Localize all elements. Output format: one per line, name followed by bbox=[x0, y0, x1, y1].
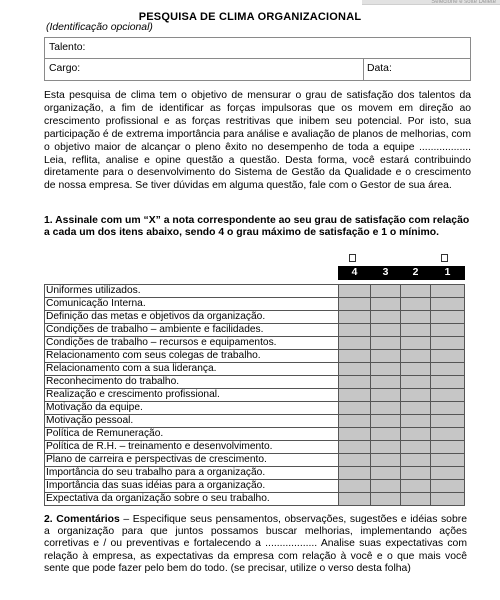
rating-cell-3[interactable] bbox=[371, 467, 401, 480]
top-strip: Selecione e solte Delete bbox=[362, 0, 500, 5]
rating-cell-2[interactable] bbox=[401, 324, 431, 337]
talento-field-label: Talento: bbox=[49, 42, 86, 53]
checkbox-1[interactable] bbox=[441, 254, 448, 262]
rating-cell-4[interactable] bbox=[339, 311, 371, 324]
rating-cell-4[interactable] bbox=[339, 376, 371, 389]
question-1: 1. Assinale com um “X” a nota correspondente ao seu grau de satisfação com relação a cada um dos itens abaixo, sendo 4 o grau máximo de satisfação e 1 o mínimo. bbox=[44, 215, 470, 239]
rating-cell-2[interactable] bbox=[401, 363, 431, 376]
rating-cell-3[interactable] bbox=[371, 363, 401, 376]
rating-cell-2[interactable] bbox=[401, 454, 431, 467]
rating-cell-1[interactable] bbox=[431, 428, 465, 441]
rating-cell-3[interactable] bbox=[371, 337, 401, 350]
item-label: Plano de carreira e perspectivas de crescimento. bbox=[45, 454, 339, 467]
scale-header-2: 2 bbox=[401, 267, 431, 280]
rating-cell-3[interactable] bbox=[371, 389, 401, 402]
item-label: Reconhecimento do trabalho. bbox=[45, 376, 339, 389]
item-label: Condições de trabalho – ambiente e facilidades. bbox=[45, 324, 339, 337]
rating-cell-4[interactable] bbox=[339, 441, 371, 454]
rating-cell-3[interactable] bbox=[371, 350, 401, 363]
item-label: Definição das metas e objetivos da organização. bbox=[45, 311, 339, 324]
item-label: Uniformes utilizados. bbox=[45, 285, 339, 298]
rating-cell-2[interactable] bbox=[401, 402, 431, 415]
rating-cell-3[interactable] bbox=[371, 311, 401, 324]
rating-cell-2[interactable] bbox=[401, 428, 431, 441]
rating-cell-2[interactable] bbox=[401, 493, 431, 506]
item-label: Importância do seu trabalho para a organização. bbox=[45, 467, 339, 480]
rating-cell-2[interactable] bbox=[401, 298, 431, 311]
table-row bbox=[45, 428, 465, 441]
rating-cell-4[interactable] bbox=[339, 298, 371, 311]
rating-cell-1[interactable] bbox=[431, 493, 465, 506]
table-row bbox=[45, 350, 465, 363]
rating-cell-4[interactable] bbox=[339, 454, 371, 467]
field-divider bbox=[363, 59, 364, 80]
rating-cell-3[interactable] bbox=[371, 415, 401, 428]
table-row bbox=[45, 285, 465, 298]
rating-cell-2[interactable] bbox=[401, 337, 431, 350]
rating-cell-2[interactable] bbox=[401, 415, 431, 428]
rating-cell-2[interactable] bbox=[401, 441, 431, 454]
table-row bbox=[45, 480, 465, 493]
item-label: Motivação pessoal. bbox=[45, 415, 339, 428]
item-label: Política de Remuneração. bbox=[45, 428, 339, 441]
question-2-text: – Especifique seus pensamentos, observações, sugestões e idéias sobre a organização para que juntos possamos buscar melhorias, implementando ações corretivas e / ou preventivas e fortalecendo a .................. Analise suas expectativas com relação à empresa, as expectativas da empresa com relação à você e o que mais você sente que pode fazer pelo bem do todo. (se precisar, utilize o verso desta folha) bbox=[44, 514, 467, 574]
item-label: Realização e crescimento profissional. bbox=[45, 389, 339, 402]
item-label: Comunicação Interna. bbox=[45, 298, 339, 311]
rating-cell-1[interactable] bbox=[431, 298, 465, 311]
rating-cell-3[interactable] bbox=[371, 454, 401, 467]
table-row bbox=[45, 454, 465, 467]
table-row bbox=[45, 376, 465, 389]
header-spacer bbox=[45, 267, 339, 280]
rating-cell-1[interactable] bbox=[431, 467, 465, 480]
table-row bbox=[45, 324, 465, 337]
rating-cell-3[interactable] bbox=[371, 376, 401, 389]
rating-cell-4[interactable] bbox=[339, 402, 371, 415]
rating-cell-4[interactable] bbox=[339, 285, 371, 298]
rating-cell-3[interactable] bbox=[371, 324, 401, 337]
data-field-label: Data: bbox=[367, 63, 392, 74]
rating-cell-4[interactable] bbox=[339, 467, 371, 480]
rating-cell-2[interactable] bbox=[401, 389, 431, 402]
scale-header-row bbox=[45, 267, 465, 280]
rating-cell-2[interactable] bbox=[401, 480, 431, 493]
rating-cell-3[interactable] bbox=[371, 480, 401, 493]
rating-cell-3[interactable] bbox=[371, 402, 401, 415]
table-row bbox=[45, 441, 465, 454]
table-row bbox=[45, 467, 465, 480]
rating-cell-3[interactable] bbox=[371, 285, 401, 298]
rating-cell-4[interactable] bbox=[339, 363, 371, 376]
rating-cell-4[interactable] bbox=[339, 480, 371, 493]
rating-cell-2[interactable] bbox=[401, 350, 431, 363]
rating-cell-4[interactable] bbox=[339, 350, 371, 363]
rating-cell-1[interactable] bbox=[431, 324, 465, 337]
rating-cell-4[interactable] bbox=[339, 389, 371, 402]
item-label: Política de R.H. – treinamento e desenvolvimento. bbox=[45, 441, 339, 454]
table-row bbox=[45, 363, 465, 376]
rating-cell-2[interactable] bbox=[401, 376, 431, 389]
rating-cell-1[interactable] bbox=[431, 337, 465, 350]
rating-cell-1[interactable] bbox=[431, 441, 465, 454]
cargo-data-row bbox=[45, 59, 470, 80]
item-label: Motivação da equipe. bbox=[45, 402, 339, 415]
rating-cell-1[interactable] bbox=[431, 415, 465, 428]
rating-cell-1[interactable] bbox=[431, 363, 465, 376]
rating-cell-2[interactable] bbox=[401, 285, 431, 298]
rating-cell-3[interactable] bbox=[371, 441, 401, 454]
rating-cell-1[interactable] bbox=[431, 350, 465, 363]
item-label: Condições de trabalho – recursos e equipamentos. bbox=[45, 337, 339, 350]
intro-paragraph: Esta pesquisa de clima tem o objetivo de mensurar o grau de satisfação dos talentos da organização, a fim de identificar as forças impulsoras que os movem em direção ao crescimento profissional e as forças restritivas que inibem seu potencial. Por isto, sua participação é de extrema importância para análise e avaliação de planos de melhorias, com o objetivo maior de alcançar o pleno êxito no desempenho de toda a equipe .................. Leia, reflita, analise e opine questão a questão. Desta forma, você estará contribuindo diretamente para o desenvolvimento do Sistema de Gestão da Qualidade e o crescimento de nossa empresa. Se tiver dúvidas em alguma questão, fale com o Gestor de sua área. bbox=[44, 90, 471, 192]
rating-cell-1[interactable] bbox=[431, 285, 465, 298]
page-title: PESQUISA DE CLIMA ORGANIZACIONAL bbox=[138, 11, 362, 23]
question-2 bbox=[44, 514, 467, 575]
rating-cell-4[interactable] bbox=[339, 493, 371, 506]
rating-cell-3[interactable] bbox=[371, 428, 401, 441]
rating-cell-4[interactable] bbox=[339, 428, 371, 441]
question-2-label: 2. Comentários bbox=[44, 514, 120, 525]
rating-cell-2[interactable] bbox=[401, 311, 431, 324]
item-label: Importância das suas idéias para a organização. bbox=[45, 480, 339, 493]
talento-row[interactable] bbox=[45, 38, 470, 59]
cargo-field-label: Cargo: bbox=[49, 63, 81, 74]
rating-cell-1[interactable] bbox=[431, 454, 465, 467]
rating-cell-1[interactable] bbox=[431, 402, 465, 415]
table-row bbox=[45, 298, 465, 311]
satisfaction-grid bbox=[44, 266, 465, 506]
scale-header-1: 1 bbox=[431, 267, 465, 280]
subtitle: (Identificação opcional) bbox=[46, 22, 153, 33]
rating-cell-4[interactable] bbox=[339, 324, 371, 337]
scale-header-3: 3 bbox=[371, 267, 401, 280]
rating-cell-4[interactable] bbox=[339, 337, 371, 350]
item-label: Relacionamento com seus colegas de trabalho. bbox=[45, 350, 339, 363]
item-label: Expectativa da organização sobre o seu trabalho. bbox=[45, 493, 339, 506]
table-row bbox=[45, 415, 465, 428]
table-row bbox=[45, 493, 465, 506]
scale-header-4: 4 bbox=[339, 267, 371, 280]
rating-cell-1[interactable] bbox=[431, 389, 465, 402]
table-row bbox=[45, 311, 465, 324]
item-label: Relacionamento com a sua liderança. bbox=[45, 363, 339, 376]
rating-cell-2[interactable] bbox=[401, 467, 431, 480]
rating-cell-3[interactable] bbox=[371, 493, 401, 506]
rating-cell-4[interactable] bbox=[339, 415, 371, 428]
table-row bbox=[45, 389, 465, 402]
checkbox-4[interactable] bbox=[349, 254, 356, 262]
table-row bbox=[45, 402, 465, 415]
table-row bbox=[45, 337, 465, 350]
rating-cell-1[interactable] bbox=[431, 376, 465, 389]
identification-box bbox=[44, 37, 471, 81]
rating-cell-3[interactable] bbox=[371, 298, 401, 311]
rating-cell-1[interactable] bbox=[431, 480, 465, 493]
rating-cell-1[interactable] bbox=[431, 311, 465, 324]
